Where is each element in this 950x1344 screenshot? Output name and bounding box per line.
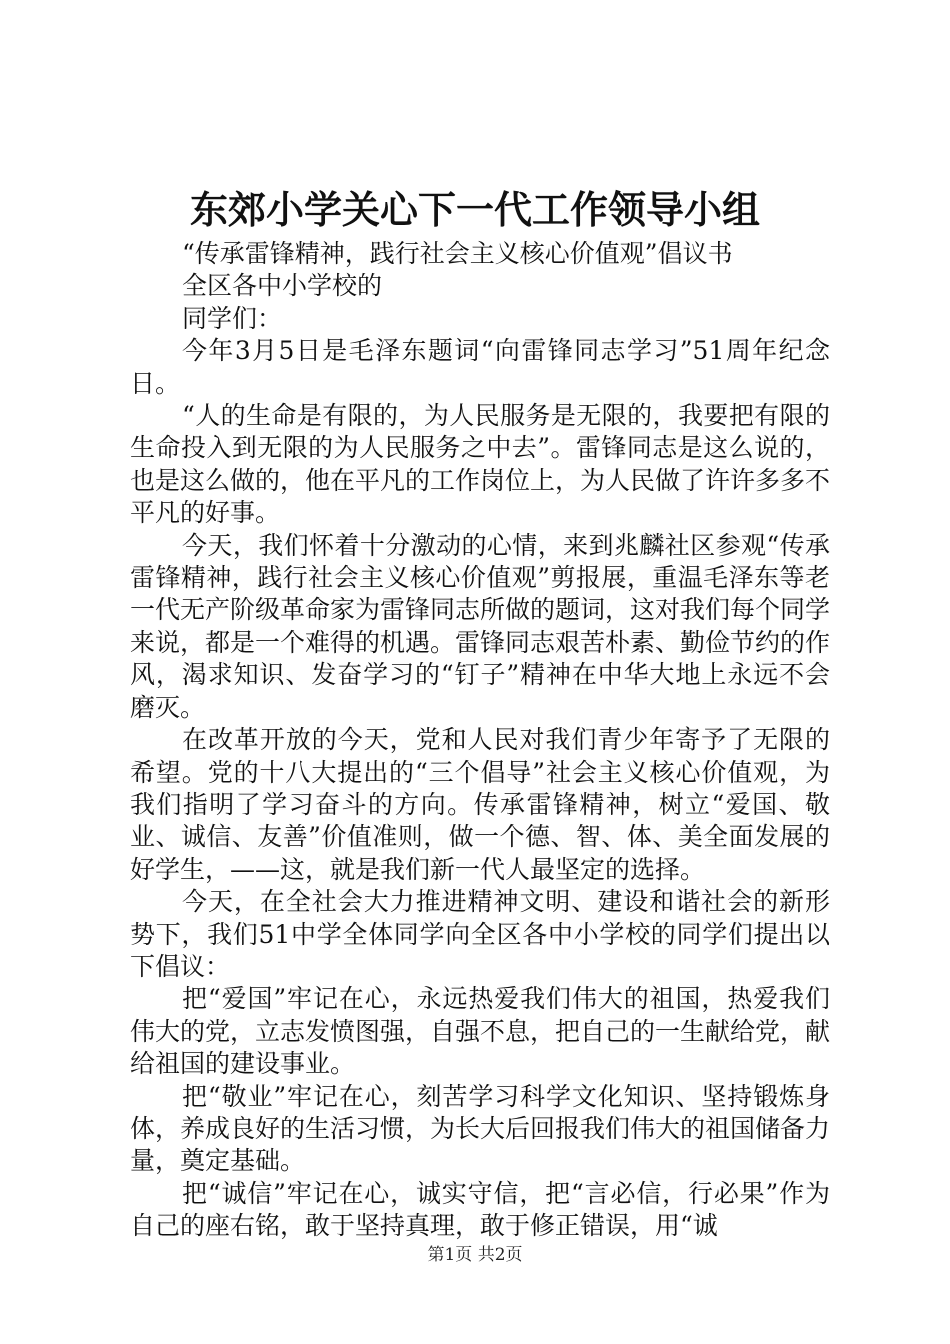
page-number: 第1页 共2页 xyxy=(427,1245,523,1265)
paragraph: 今天，我们怀着十分激动的心情，来到兆麟社区参观“传承雷锋精神，践行社会主义核心价值观”剪报展，重温毛泽东等老一代无产阶级革命家为雷锋同志所做的题词，这对我们每个同学来说，都是一个难得的机遇。雷锋同志艰苦朴素、勤俭节约的作风，渴求知识、发奋学习的“钉子”精神在中华大地上永远不会磨灭。 xyxy=(130,530,831,722)
paragraph: 把“爱国”牢记在心，永远热爱我们伟大的祖国，热爱我们伟大的党，立志发愤图强，自强不息，把自己的一生献给党，献给祖国的建设事业。 xyxy=(130,984,831,1079)
paragraph: 把“敬业”牢记在心，刻苦学习科学文化知识、坚持锻炼身体，养成良好的生活习惯，为长大后回报我们伟大的祖国储备力量，奠定基础。 xyxy=(130,1081,831,1176)
paragraph: 今天，在全社会大力推进精神文明、建设和谐社会的新形势下，我们51中学全体同学向全区各中小学校的同学们提出以下倡议： xyxy=(130,887,830,981)
paragraph: 把“诚信”牢记在心，诚实守信，把“言必信，行必果”作为自己的座右铭，敢于坚持真理，敢于修正错误，用“诚 xyxy=(130,1178,830,1241)
salutation: 同学们： xyxy=(182,303,283,333)
paragraph: 今年3月5日是毛泽东题词“向雷锋同志学习”51周年纪念日。 xyxy=(130,336,830,398)
addressee-line: 全区各中小学校的 xyxy=(182,271,383,301)
document-body xyxy=(130,238,830,1243)
paragraph: 在改革开放的今天，党和人民对我们青少年寄予了无限的希望。党的十八大提出的“三个倡导”社会主义核心价值观，为我们指明了学习奋斗的方向。传承雷锋精神，树立“爱国、敬业、诚信、友善”价值准则，做一个德、智、体、美全面发展的好学生，——这，就是我们新一代人最坚定的选择。 xyxy=(130,725,830,884)
proposal-heading: “传承雷锋精神，践行社会主义核心价值观”倡议书 xyxy=(182,239,733,268)
document-title: 东郊小学关心下一代工作领导小组 xyxy=(189,187,760,232)
paragraph: “人的生命是有限的，为人民服务是无限的，我要把有限的生命投入到无限的为人民服务之中去”。雷锋同志是这么说的，也是这么做的，他在平凡的工作岗位上，为人民做了许许多多不平凡的好事。 xyxy=(130,401,831,528)
